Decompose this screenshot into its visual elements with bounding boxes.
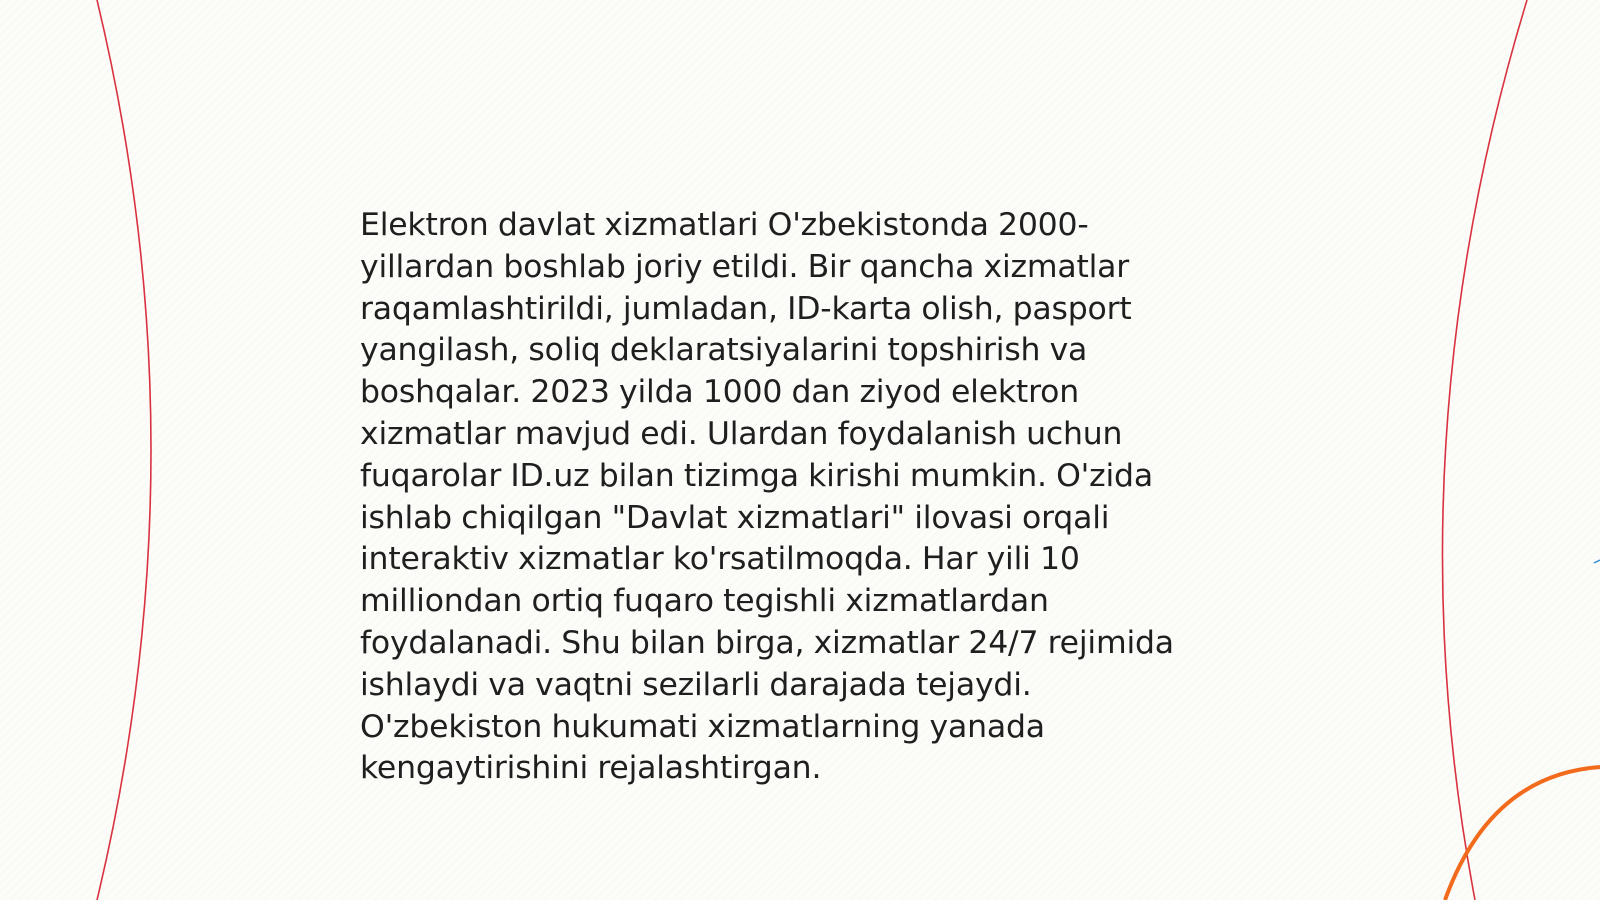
blue-accent-mark xyxy=(1594,560,1600,563)
left-arc-line xyxy=(97,0,151,900)
right-arc-line xyxy=(1442,0,1527,900)
slide-body-paragraph: Elektron davlat xizmatlari O'zbekistonda 2000-yillardan boshlab joriy etildi. Bir qancha xizmatlar raqamlashtirildi, jumladan, ID-karta olish, pasport yangilash, soliq deklaratsiyalarini topshirish va boshqalar. 2023 yilda 1000 dan ziyod elektron xizmatlar mavjud edi. Ulardan foydalanish uchun fuqarolar ID.uz bilan tizimga kirishi mumkin. O'zida ishlab chiqilgan "Davlat xizmatlari" ilovasi orqali interaktiv xizmatlar ko'rsatilmoqda. Har yili 10 milliondan ortiq fuqaro tegishli xizmatlardan foydalanadi. Shu bilan birga, xizmatlar 24/7 rejimida ishlaydi va vaqtni sezilarli darajada tejaydi. O'zbekiston hukumati xizmatlarning yanada kengaytirishini rejalashtirgan. xyxy=(360,207,1174,787)
orange-circle-arc xyxy=(1445,767,1600,900)
